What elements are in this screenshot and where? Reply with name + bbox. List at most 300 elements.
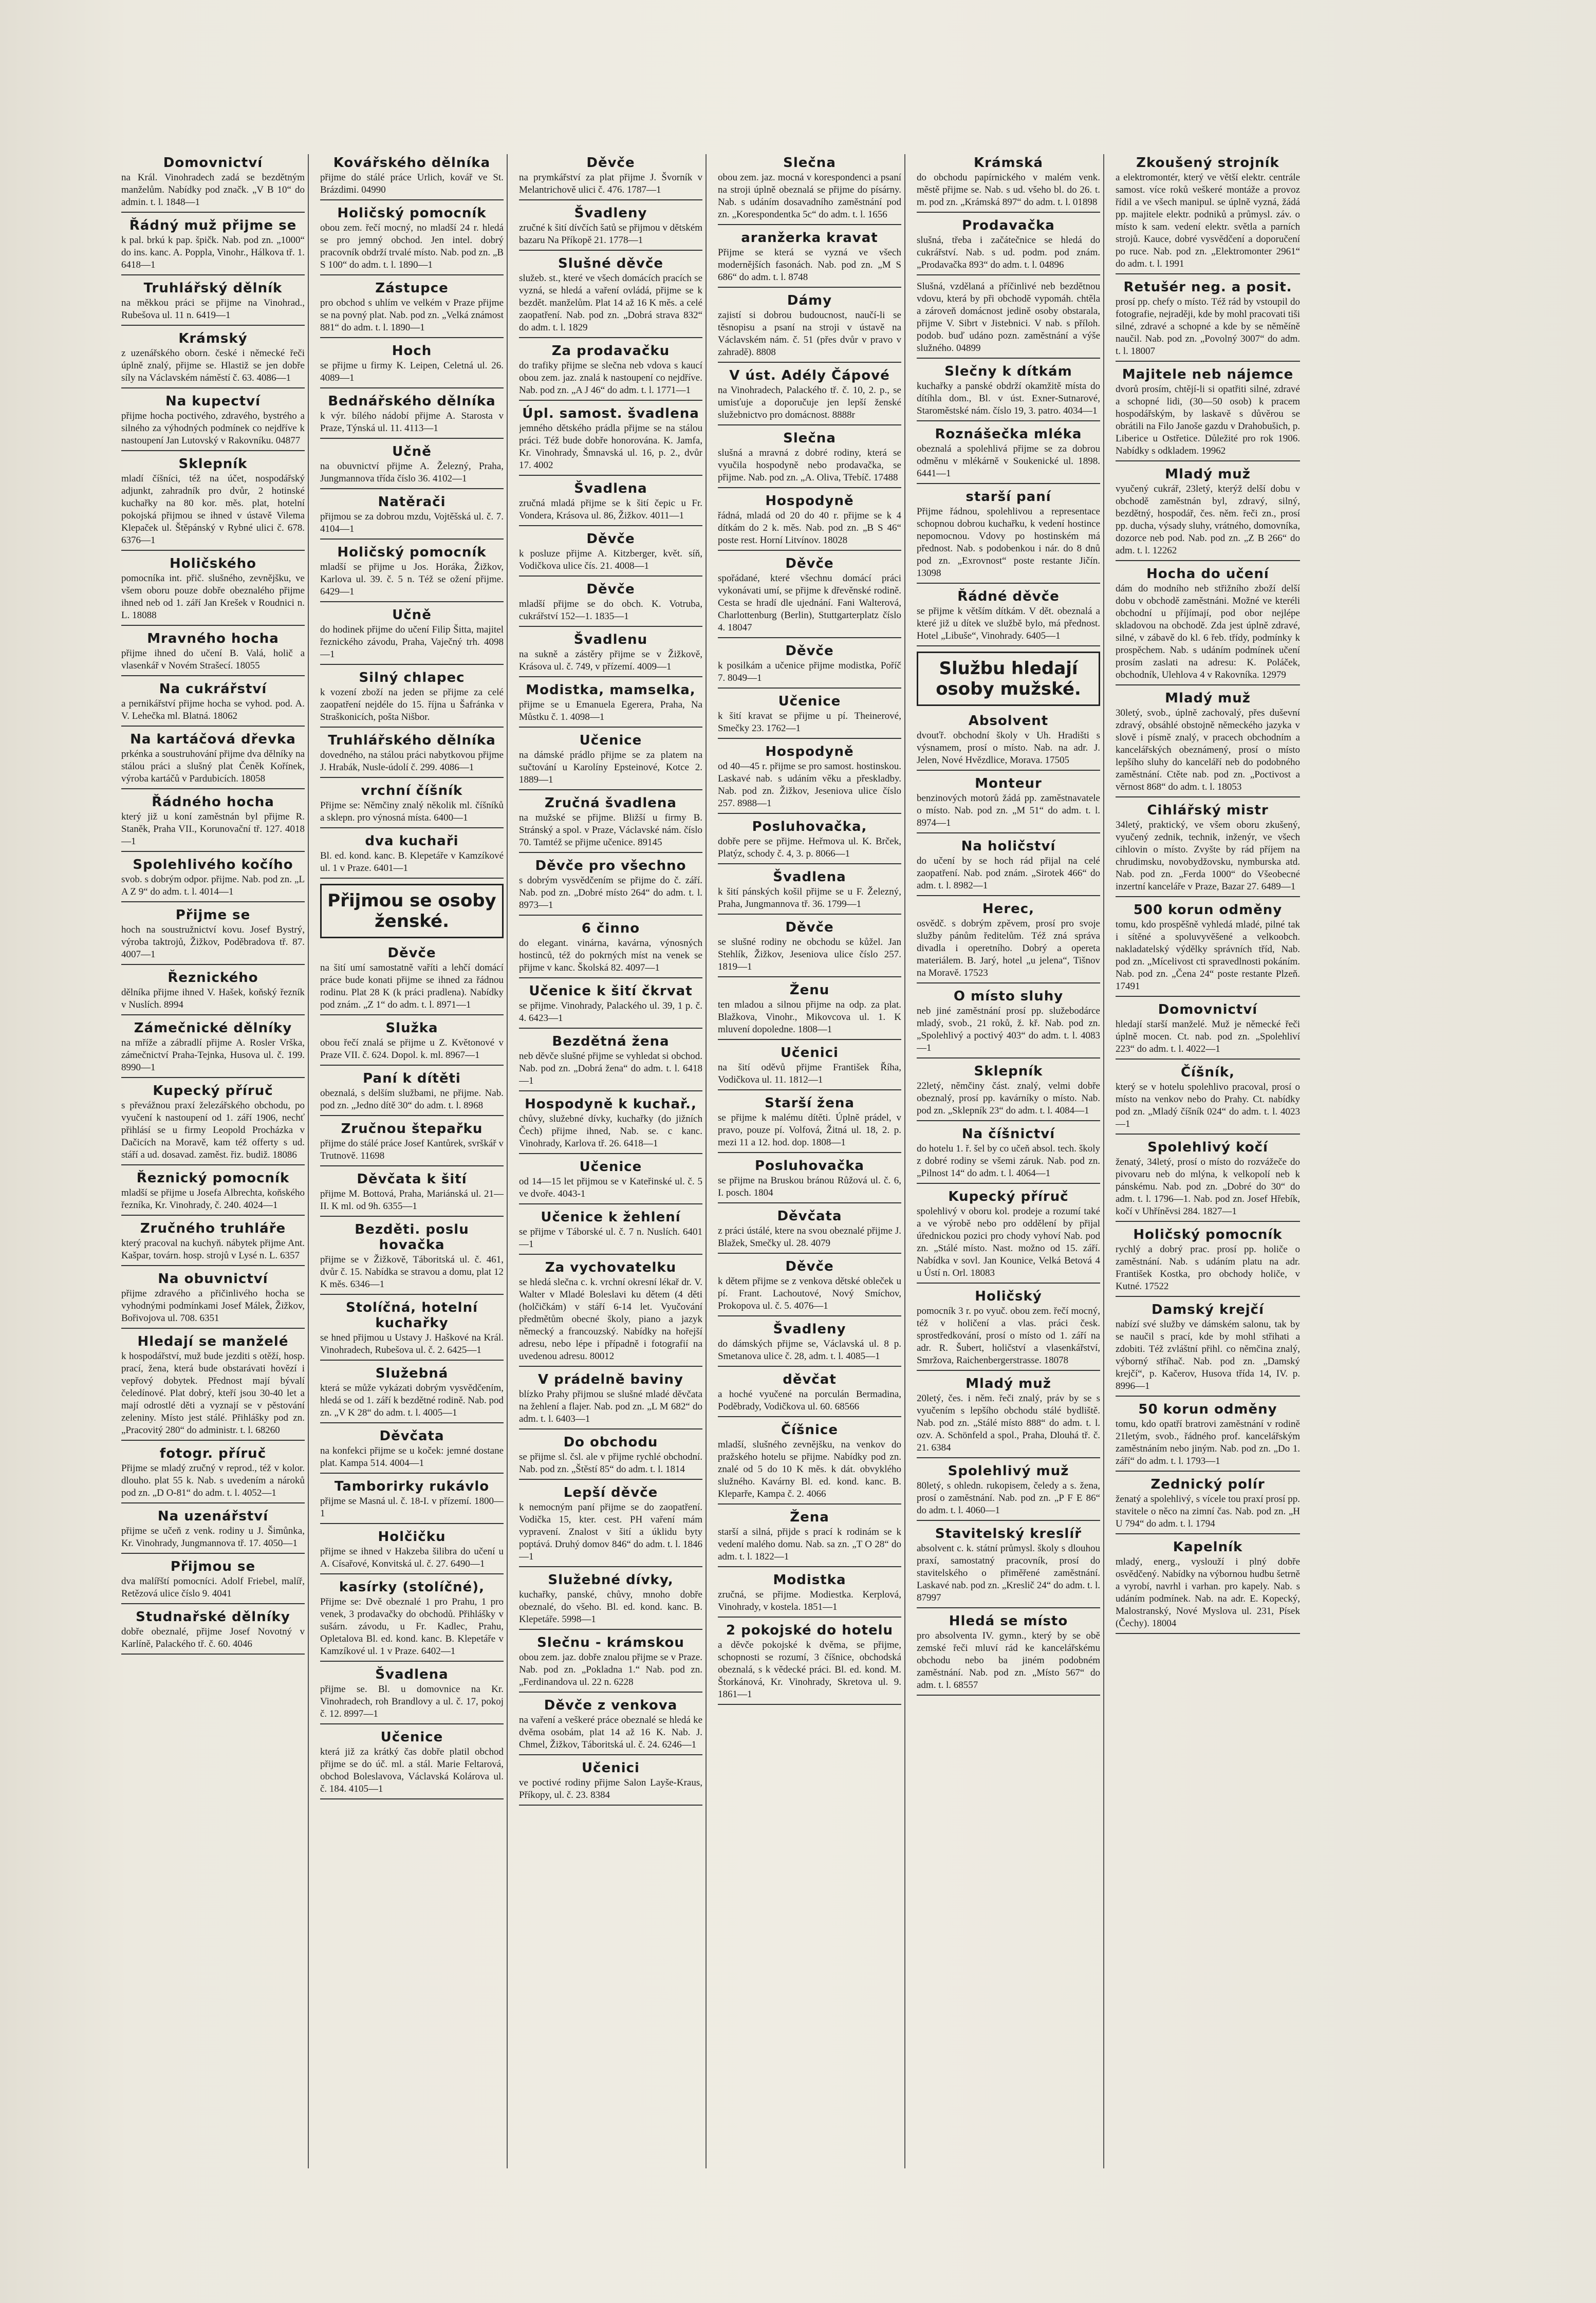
ad-headline: Za prodavačku: [551, 343, 670, 359]
classified-ad: [718, 1209, 901, 1254]
ad-text: dvorů prosím, chtějí-li si opatřiti silné, zdravé a schopné lidi, (30—50 osob) k pracem hospodářským, by laskavě s důvěrou se obrátili na Filo Janoše gazdu v Drahobušich, p. Liberice u Ostřetice. Důležité pro rok 1906. Nabídky s odkladem. 19962: [1116, 384, 1300, 456]
ad-text: z práci ústálé, ktere na svou obeznalé přijme J. Blažek, Smečky ul. 28. 4079: [718, 1225, 901, 1249]
ad-headline: Učenici: [582, 1760, 640, 1776]
ad-headline: Na obuvnictví: [158, 1271, 268, 1287]
column-6: [1116, 154, 1303, 2168]
ad-text: zručná mladá přijme se k šití čepic u Fr. Vondera, Krásova ul. 86, Žižkov. 4011—1: [519, 498, 702, 521]
ad-text: Přijme se: Němčiny znalý několik ml. číšníků a sklepn. pro výnosná místa. 6400—1: [320, 800, 504, 823]
ad-headline: Na uzenářství: [157, 1509, 269, 1524]
classified-ad: [718, 744, 901, 814]
classified-ad: [121, 1171, 305, 1216]
ad-headline: kasírky (stolíčné),: [339, 1580, 485, 1595]
ad-text: s převážnou praxí železářského obchodu, po vyučení k nastoupení od 1. září 1906, nechť přihlásí se u firmy Leopold Procházka v Dačicích na Moravě, kam též offerty s ud. stáří a ud. dosavad. zaměst. řiz. budiž. 18086: [121, 1100, 305, 1160]
classified-ad: [121, 907, 305, 965]
classified-ad: [519, 1435, 702, 1480]
classified-ad: [1116, 1140, 1300, 1222]
ad-text: dám do modního neb střižního zboží delší dobu v obchodě zaměstnáni. Možné ve kteréli obchodní u příjímají, pod obor nejlépe skladovou na obchodě. Zda jest úplně zdravé, silné, v zábavě do kl. 6 řeb. třídy, podmínky k prospěchem. Nab. s udáním podmínek učení prosím zaslati na adresu: K. Poláček, obchodník, Ulehlova 4 v Rakovníka. 12979: [1116, 583, 1300, 680]
ad-text: na dámské prádlo přijme se za platem na sučtování u Karolíny Epsteinové, Kotce 2. 1889—1: [519, 750, 702, 785]
ad-headline: 6 činno: [581, 921, 640, 936]
ad-text: mladý, energ., vyslouží i plný dobře osvědčený. Nabídky na výbornou hudbu šetrně a vyrobí, navrhl i varhan. pro kapely. Nab. s udáním podmínek. Nab. na adr. E. Kopecký, Malostranský, Nové Myslova ul. 231, Písek (Čechy). 18004: [1116, 1556, 1300, 1629]
classified-ad: [320, 1071, 504, 1116]
ad-text: na mříže a zábradlí přijme A. Rosler Vrška, zámečnictví Praha-Tejnka, Husova ul. č. 199. 8990—1: [121, 1037, 305, 1073]
ad-text: rychlý a dobrý prac. prosí pp. holiče o zaměstnání. Nab. s udáním platu na adr. František Kostka, pro obchody holiče, v Kutné. 17522: [1116, 1244, 1300, 1292]
classified-ad: [917, 1613, 1100, 1696]
ad-text: 34letý, praktický, ve všem oboru zkušený, vyučený zednik, technik, inženýr, ve všech cihlovin o místo. Zvyšte by rád příjem na chrudimsku, novobydžovsku, nymburska atd. Nab. pod zn. „Ferda 1000“ do Všeobecné inzertní kanceláře v Praze, Bazar 27. 6489—1: [1116, 820, 1300, 892]
ad-headline: Do obchodu: [563, 1435, 658, 1450]
ad-text: prosí pp. chefy o místo. Též rád by vstoupil do fotografie, nejraději, kde by mohl pracovati tiši silné, zdravé a schopné a kde by se něměíně naučil. Nab. pod zn. „Povolný 3007“ do adm. t. l. 18007: [1116, 296, 1300, 357]
ad-text: hledají starší manželé. Muž je německé řeči úplně mocen. Ct. nab. pod zn. „Spolehliví 223“ do adm. t. l. 4022—1: [1116, 1019, 1300, 1054]
classified-ad: [320, 155, 504, 200]
ad-headline: 500 korun odměny: [1133, 902, 1283, 918]
classified-ad: [121, 1221, 305, 1266]
classified-ad: [917, 364, 1100, 421]
ad-text: dělníka přijme ihned V. Hašek, koňský řezník v Nuslích. 8994: [121, 987, 305, 1010]
classified-ad: [1116, 1002, 1300, 1060]
classified-ad: [320, 444, 504, 489]
ad-headline: 2 pokojské do hotelu: [726, 1623, 894, 1638]
ad-headline: Služebné dívky,: [548, 1572, 674, 1588]
ad-headline: Hledá se místo: [949, 1613, 1068, 1629]
ad-headline: fotogr. příruč: [159, 1446, 267, 1461]
ad-text: Přijme se: Dvě obeznalé 1 pro Prahu, 1 pro venek, 3 prodavačky do obchodů. Přihlášky v sušárn. závodu, u Fr. Kadlec, Prahu, Opletalova Bl. ed. kond. kanc. B. Klepetáře v Kamzíkové ul. 1 v Praze. 6402—1: [320, 1596, 504, 1657]
classified-ad: [519, 1210, 702, 1255]
classified-columns: [121, 154, 1498, 2168]
ad-headline: Švadlena: [574, 481, 647, 496]
ad-headline: Dámy: [787, 293, 832, 308]
ad-headline: Posluhovačka: [755, 1158, 864, 1174]
ad-headline: Bednářského dělníka: [328, 394, 496, 409]
ad-text: který již u koní zaměstnán byl přijme R. Staněk, Praha VII., Korunovační tř. 127. 4018—1: [121, 811, 305, 847]
classified-ad: [320, 670, 504, 728]
classified-ad: [320, 1172, 504, 1217]
ad-headline: Sklepník: [974, 1064, 1043, 1079]
classified-ad: [1116, 902, 1300, 997]
ad-text: slušná a mravná z dobré rodiny, která se vyučila hospodyně nebo prodavačka, se přijme. Nab. pod zn. „A. Oliva, Třebíč. 17488: [718, 448, 901, 483]
ad-headline: Učenice k žehlení: [541, 1210, 681, 1225]
classified-ad: [718, 1158, 901, 1203]
ad-headline: Truhlářský dělník: [143, 281, 283, 296]
ad-text: absolvent c. k. státní průmysl. školy s dlouhou praxí, samostatný pracovník, prosí do stavitelského o přiměřené zaměstnání. Laskavé nab. pod zn. „Kreslič 24“ do adm. t. l. 87997: [917, 1543, 1100, 1603]
ad-headline: Číšnice: [781, 1422, 838, 1438]
classified-ad: [718, 1322, 901, 1367]
classified-ad: [121, 1509, 305, 1554]
ad-headline: Kovářského dělníka: [333, 155, 491, 171]
ad-text: k šití kravat se přijme u pí. Theinerové, Smečky 23. 1762—1: [718, 711, 901, 734]
ad-text: obou zem. jaz. dobře znalou přijme se v Praze. Nab. pod zn. „Pokladna 1.“ Nab. pod zn. „Ferdinandova ul. 22 n. 6228: [519, 1652, 702, 1687]
ad-text: k hospodářství, muž bude jezditi s otěží, hosp. prací, žena, která bude obstarávati hovězí i vepřový dobytek. Přednost mají bývalí čeledínové. Plat dobrý, kteří jsou 30-40 let a mají odrostlé děti a vyznají se v pěstování zeleniny. Místo jest stálé. Přihlášky pod zn. „Pracovitý 280“ do administr. t. l. 68260: [121, 1351, 305, 1436]
ad-text: k výr. bílého nádobí přijme A. Starosta v Praze, Týnská ul. 11. 4113—1: [320, 411, 504, 434]
classified-ad: [718, 1623, 901, 1705]
ad-headline: Bezdětná žena: [552, 1034, 670, 1049]
column-3: [519, 154, 707, 2168]
ad-text: se přijme v Táborské ul. č. 7 n. Nuslích. 6401—1: [519, 1227, 702, 1250]
ad-text: a hoché vyučené na porculán Bermadina, Poděbrady, Vodičkova ul. 60. 68566: [718, 1389, 901, 1412]
ad-headline: Služka: [385, 1020, 438, 1036]
ad-text: mladší se přijme u Jos. Horáka, Žižkov, Karlova ul. 39. č. 5 n. Též se ožení přijme. 6429—1: [320, 562, 504, 597]
classified-ad: [121, 681, 305, 727]
ad-headline: Děvčata k šití: [357, 1172, 467, 1187]
ad-headline: Domovnictví: [163, 155, 263, 171]
classified-ad: [1116, 1477, 1300, 1534]
ad-text: blízko Prahy přijmou se slušné mladé děvčata na žehlení a flajer. Nab. pod zn. „L M 682“ do adm. t. l. 6403—1: [519, 1389, 702, 1424]
ad-headline: Hospodyně k kuchař.,: [525, 1097, 697, 1112]
ad-text: mladší se přijme u Josefa Albrechta, koňského řezníka, Kr. Vinohrady, č. 240. 4024—1: [121, 1187, 305, 1211]
ad-text: obou řečí znalá se přijme u Z. Květonové v Praze VII. č. 624. Dopol. k. ml. 8967—1: [320, 1037, 504, 1061]
classified-ad: [1116, 1539, 1300, 1634]
ad-text: do hotelu 1. ř. šel by co učeň absol. tech. školy z dobré rodiny se všemi záruk. Nab. pod zn. „Pilnost 14“ do adm. t. l. 4064—1: [917, 1143, 1100, 1179]
column-2: [320, 154, 508, 2168]
classified-ad: [917, 489, 1100, 584]
ad-text: 80letý, s ohledn. rukopisem, čeledy a s. žena, prosí o zaměstnání. Nab. pod zn. „P F E 86“ do adm. t. l. 4060—1: [917, 1480, 1100, 1516]
ad-headline: Na kartáčová dřevka: [130, 732, 296, 747]
ad-headline: Hospodyně: [765, 493, 854, 509]
ad-headline: Na holičství: [961, 839, 1056, 854]
ad-text: která se může vykázati dobrým vysvědčením, hledá se od 1. září k bezdětné rodině. Nab. pod zn. „V K 28“ do adm. t. l. 4005—1: [320, 1383, 504, 1418]
ad-headline: 50 korun odměny: [1138, 1402, 1277, 1417]
classified-ad: [320, 394, 504, 439]
ad-text: ve poctivé rodiny přijme Salon Layše-Kraus, Příkopy, ul. č. 23. 8384: [519, 1777, 702, 1800]
ad-headline: Slečna: [783, 155, 836, 171]
classified-ad: [718, 431, 901, 488]
classified-ad: [320, 206, 504, 275]
classified-ad: [718, 1259, 901, 1316]
classified-ad: [121, 456, 305, 551]
classified-ad: [519, 1760, 702, 1806]
ad-headline: Kapelník: [1173, 1539, 1243, 1555]
ad-text: k posluze přijme A. Kitzberger, květ. síň, Vodičkova ulice čís. 21. 4008—1: [519, 548, 702, 571]
ad-headline: Natěrači: [378, 494, 446, 510]
ad-text: pomocník 3 r. po vyuč. obou zem. řečí mocný, též v holičení a vlas. práci česk. sprostředkování, prosí o místo od 1. září na adr. R. Šubert, holičství a vlasenkářství, Smržova, Raichenbergerstrasse. 18078: [917, 1306, 1100, 1366]
ad-text: jemného dětského prádla přijme se na stálou práci. Též bude dobře honorována. K. Jamfa, Kr. Vinohrady, Šmnavská ul. 16, p. 2., dvůr 17. 4002: [519, 423, 702, 471]
classified-ad: [1116, 803, 1300, 897]
ad-text: zručná, se přijme. Modiestka. Kerplová, Vinohrady, v kostela. 1851—1: [718, 1589, 901, 1612]
ad-headline: Slušné děvče: [558, 256, 664, 271]
classified-ad: [320, 1529, 504, 1574]
classified-ad: [121, 732, 305, 789]
ad-text: přijme do stálé práce Urlich, kovář ve St. Brázdimi. 04990: [320, 172, 504, 195]
classified-ad: [121, 331, 305, 388]
classified-ad: [917, 589, 1100, 646]
ad-text: ženatý a spolehlivý, s vícele tou praxí prosí pp. stavitele o něco na zimní čas. Nab. pod zn. „H U 794“ do adm. t. l. 1794: [1116, 1494, 1300, 1529]
classified-ad: [519, 481, 702, 526]
classified-ad: [917, 839, 1100, 896]
ad-headline: Švadleny: [773, 1322, 846, 1337]
classified-ad: [320, 1428, 504, 1474]
ad-text: slušná, třeba i začátečnice se hledá do cukrářství. Nab. s ud. podm. pod znám. „Prodavačka 893“ do adm. t. l. 04896: [917, 235, 1100, 270]
ad-text: do hodinek přijme do učení Filip Šitta, majitel řeznického závodu, Praha, Vaječný trh. 4098—1: [320, 624, 504, 660]
classified-ad: [917, 1289, 1100, 1371]
classified-ad: [320, 1730, 504, 1799]
classified-ad: [718, 230, 901, 288]
classified-ad: [519, 733, 702, 790]
classified-ad: [121, 1020, 305, 1078]
ad-headline: Děvče: [586, 582, 635, 597]
classified-ad: [917, 901, 1100, 983]
ad-headline: Lepší děvče: [563, 1485, 658, 1500]
ad-text: z uzenářského oborn. české i německé řeči úplně znalý, přijme se. Hlastiž se jen dobře síly na Václavském náměstí č. 63. 4086—1: [121, 348, 305, 383]
classified-ad: [519, 1159, 702, 1204]
ad-headline: Zástupce: [375, 281, 449, 296]
ad-text: neb děvče slušné přijme se vyhledat si obchod. Nab. pod zn. „Dobrá žena“ do adm. t. l. 6418—1: [519, 1051, 702, 1086]
classified-ad: [519, 406, 702, 476]
classified-ad: [1116, 1227, 1300, 1297]
ad-text: který pracoval na kuchyň. nábytek přijme Ant. Kašpar, továrn. hosp. strojů v Lysé n. L. 6357: [121, 1238, 305, 1261]
ad-text: tomu, kdo prospěšně vyhledá mladé, pilné tak i sítěné a spoluvyvěšené a velkoobch. nakladatelský výdělky správních tříd, Nab. pod zn. „Mícelivost cti spravedlnosti pokáním. Nab. pod zn. „Čena 24“ poste restante Plzeň. 17491: [1116, 919, 1300, 992]
ad-headline: Spolehlivý muž: [948, 1463, 1069, 1479]
classified-ad: [1116, 367, 1300, 461]
ad-headline: Bezděti. poslu hovačka: [355, 1222, 469, 1253]
ad-text: se hledá slečna c. k. vrchní okresní lékař dr. V. Walter v Mladé Boleslavi ku dětem (4 děti (holčičkám) v stáří 6-14 let. Vyučování předmětům obecné školy, piano a jazyk německý a francouzský. Nabídky na hořejší adresu, nebo lépe i případně i fotografií na uvedenou adresu. 80012: [519, 1277, 702, 1362]
classified-ad: [320, 545, 504, 602]
classified-ad: [519, 1572, 702, 1630]
classified-ad: [320, 343, 504, 388]
ad-headline: Hledají se manželé: [137, 1334, 289, 1349]
ad-text: mladší, slušného zevnějšku, na venkov do pražského hotelu se přijme. Nabídky pod zn. znalé od 5 do 10 K měs. k dát. obvyklého služného. Kavárny Bl. ed. kond. kanc. B. Kleparře, Kampa č. 2. 4066: [718, 1439, 901, 1499]
ad-headline: Monteur: [975, 776, 1042, 791]
classified-ad: [320, 494, 504, 540]
column-4: [718, 154, 905, 2168]
classified-ad: [320, 281, 504, 338]
ad-text: kuchařky, panské, chůvy, mnoho dobře obeznalé, do všeho. Bl. ed. kond. kanc. B. Klepetáře. 5998—1: [519, 1589, 702, 1625]
ad-headline: Herec,: [982, 901, 1035, 917]
ad-text: 30letý, svob., úplně zachovalý, přes duševní zdravý, obsáhlé obstojně německého jazyka v slově i písmě znalý, v pracech obchodním a kancelářských obeznámený, prosí o místo lepšího sluhy do kanceláří neb do podobného zaměstnání. Ctěte nab. pod zn. „Poctivost a věrnost 868“ do adm. t. l. 18053: [1116, 708, 1300, 792]
ad-headline: děvčat: [783, 1372, 837, 1387]
ad-headline: Učně: [392, 444, 432, 459]
column-1: [121, 154, 309, 2168]
classified-ad: [320, 1580, 504, 1662]
ad-text: přijme se u Emanuela Egerera, Praha, Na Můstku č. 1. 4098—1: [519, 699, 702, 722]
classified-ad: [320, 1366, 504, 1423]
ad-text: spořádané, které všechnu domácí práci vykonávati umí, se přijme k dřevěnské rodině. Cesta se hradí dle ujednání. Fani Walterová, Charlottenburg (Berlin), Stuttgarterplatz číslo 4. 18047: [718, 573, 901, 633]
ad-text: obeznalá a spolehlivá přijme se za dobrou odměnu v mlékárně v Soukenické ul. 1898. 6441—1: [917, 443, 1100, 479]
classified-ad: [121, 1559, 305, 1604]
ad-headline: Švadleny: [574, 206, 647, 221]
ad-headline: Hospodyně: [765, 744, 854, 759]
ad-text: zajistí si dobrou budoucnost, naučí-li se těsnopisu a psaní na stroji v ústavě na Václavském nám. č. 51 (přes dvůr v pravo v zahradě). 8808: [718, 310, 901, 358]
ad-headline: Děvčata: [379, 1428, 444, 1444]
ad-headline: Učenice: [778, 694, 841, 709]
ad-headline: Starší žena: [765, 1095, 855, 1111]
classified-ad: [917, 989, 1100, 1058]
ad-headline: Přijmou se: [170, 1559, 256, 1574]
ad-text: na Vinohradech, Palackého tř. č. 10, 2. p., se umisťuje a doporučuje jen lepší ženské služebnictvo pro domácnost. 8888r: [718, 385, 901, 420]
ad-text: pomocníka int. přič. slušného, zevnějšku, ve všem oboru pouze dobře obeznalého přijme ihned neb od 1. září Jan Krešek v Roudnici n. L. 18088: [121, 573, 305, 621]
ad-headline: Na cukrářství: [159, 681, 267, 697]
ad-text: neb jiné zaměstnání prosí pp. služebodárce mladý, svob., 21 roků, ž. kř. Nab. pod zn. „Spolehlivý a poctivý 403“ do adm. t. l. 4083—1: [917, 1006, 1100, 1053]
ad-text: přijme se Masná ul. č. 18-I. v přízemí. 1800—1: [320, 1496, 504, 1519]
classified-ad: [1116, 467, 1300, 561]
ad-text: služeb. st., které ve všech domácích pracích se vyzná, se hledá a vaření ovládá, přijme se k bezdět. manželům. Plat 14 až 16 K měs. a celé zaopatření. Nab. pod zn. „Dobrá strava 832“ do adm. t. l. 1829: [519, 273, 702, 333]
ad-headline: Zednický polír: [1150, 1477, 1265, 1492]
ad-text: ten mladou a silnou přijme na odp. za plat. Blažkova, Vinohr., Mikovcova ul. 1. K mluvení dopoledne. 1808—1: [718, 999, 901, 1035]
ad-text: obou zem. jaz. mocná v korespondenci a psaní na stroji úplně obeznalá se přijme do písárny. Nab. s udáním dosavadního zaměstnání pod zn. „Korespondentka 5c“ do adm. t. l. 1656: [718, 172, 901, 220]
classified-ad: [121, 394, 305, 451]
classified-ad: [320, 1479, 504, 1524]
ad-text: přijmou se za dobrou mzdu, Vojtěšská ul. č. 7. 4104—1: [320, 511, 504, 534]
ad-headline: Spolehlivého kočího: [133, 857, 293, 872]
ad-headline: Kupecký příruč: [153, 1083, 273, 1099]
ad-text: pro absolventa IV. gymn., který by se obě zemské řeči mluví rád ke kancelářskému obchodu nebo ba jiném podobném zaměstnání. Nab. pod zn. „Místo 567“ do adm. t. l. 68557: [917, 1630, 1100, 1691]
ad-headline: Posluhovačka,: [752, 819, 867, 834]
ad-headline: Zkoušený strojník: [1136, 155, 1279, 171]
ad-text: chůvy, služebné dívky, kuchařky (do jižních Čech) přijme ihned, Nab. se. c kanc. Vinohrady, Karlova tř. 26. 6418—1: [519, 1113, 702, 1149]
ad-headline: Švadlenu: [573, 632, 648, 647]
ad-headline: Mladý muž: [966, 1376, 1051, 1391]
classified-ad: [121, 1446, 305, 1503]
classified-ad: [519, 983, 702, 1029]
classified-ad: [519, 1034, 702, 1091]
ad-text: vyučený cukrář, 23letý, kterýž delší dobu v obchodě zaměstnán byl, zdravý, silný, bezdětný, hospodář, čes. něm. řeči zn., prosí pp. ducha, výsady sluhy, vrátného, domovníka, dozorce neb pod. Nab. pod zn. „Z B 266“ do adm. t. l. 12262: [1116, 484, 1300, 556]
ad-text: kuchařky a panské obdrží okamžitě místa do dítíhla dom., Bl. v úst. Exner-Sutnarové, Staroměstské nám. číslo 19, 3. patro. 4034—1: [917, 381, 1100, 416]
classified-ad: [718, 368, 901, 425]
ad-text: dovedného, na stálou práci nabytkovou přijme J. Hrabák, Nusle-údolí č. 299. 4086—1: [320, 750, 504, 773]
classified-ad: [519, 921, 702, 978]
ad-headline: Řeznického: [168, 970, 258, 986]
ad-text: přijme zdravého a přičinlivého hocha se vyhodnými podmínkami Josef Málek, Žižkov, Bořivojova ul. 708. 6351: [121, 1288, 305, 1324]
ad-headline: Řádného hocha: [152, 794, 274, 810]
classified-ad: [1116, 1065, 1300, 1135]
ad-headline: Na číšnictví: [961, 1126, 1055, 1142]
ad-text: k dětem přijme se z venkova dětské obleček u pí. Frant. Lachoutové, Nový Smíchov, Prokopova ul. č. 5. 4076—1: [718, 1276, 901, 1311]
ad-headline: Žena: [790, 1510, 829, 1525]
classified-ad: [718, 1095, 901, 1153]
ad-text: do dámských přijme se, Václavská ul. 8 p. Smetanova ulice č. 28, adm. t. l. 4085—1: [718, 1339, 901, 1362]
ad-text: přijme M. Bottová, Praha, Mariánská ul. 21—II. K ml. od 9h. 6355—1: [320, 1188, 504, 1212]
classified-ad: [917, 281, 1100, 359]
ad-text: k nemocným paní přijme se do zaopatření. Vodička 15, kter. cest. PH vaření mám vypravení. Znalost v šití a úklidu byty poptává. Druhý domov 846“ do adm. t. l. 1846—1: [519, 1502, 702, 1562]
classified-ad: [917, 1526, 1100, 1608]
classified-ad: [121, 1083, 305, 1165]
ad-headline: Učenice k šití čkrvat: [529, 983, 693, 999]
ad-text: se přijme na Bruskou bránou Růžová ul. č. 6, I. posch. 1804: [718, 1175, 901, 1198]
column-5: [917, 154, 1104, 2168]
ad-headline: Slečny k dítkám: [944, 364, 1072, 379]
classified-ad: [718, 556, 901, 638]
ad-text: na konfekci přijme se u koček: jemné dostane plat. Kampa 514. 4004—1: [320, 1445, 504, 1469]
ad-headline: Děvče: [785, 556, 834, 571]
ad-text: benzinových motorů žádá pp. zaměstnavatele o místo. Nab. pod zn. „M 51“ do adm. t. l. 8974—1: [917, 793, 1100, 828]
classified-ad: [519, 1485, 702, 1567]
ad-text: ženatý, 34letý, prosí o místo do rozvážeče do pivovaru neb do mlýna, k velkopolí neb k pánskému. Nab. pod zn. „Dobré do 30“ do adm. t. l. 1796—1. Nab. pod zn. Josef Hřebík, kočí v Uhříněvsi 284. 1827—1: [1116, 1157, 1300, 1217]
ad-headline: Učenice: [579, 1159, 642, 1175]
ad-headline: Holičský pomocník: [337, 545, 487, 560]
ad-headline: Děvče z venkova: [544, 1698, 678, 1713]
ad-text: přijme se učeň z venk. rodiny u J. Šimůnka, Kr. Vinohrady, Jungmannova tř. 17. 4050—1: [121, 1526, 305, 1549]
ad-text: do elegant. vinárna, kavárna, výnosných hostinců, též do pokrných míst na venek se přijme v kanc. Školská 82. 4097—1: [519, 938, 702, 973]
ad-headline: dva kuchaři: [365, 833, 459, 849]
ad-text: na mužské se přijme. Bližší u firmy B. Stránský a spol. v Praze, Václavské nám. číslo 70. Tamtéž se přijme učenice. 89145: [519, 812, 702, 848]
ad-text: k pal. brkú k pap. špičk. Nab. pod zn. „1000“ do ins. kanc. A. Poppla, Vinohr., Hálkova tř. 1. 6418—1: [121, 235, 305, 270]
ad-text: od 40—45 r. přijme se pro samost. hostinskou. Laskavé nab. s udáním věku a přeskladby. Nab. pod zn. Žižkov, Jeseniova ulice číslo 257. 8988—1: [718, 761, 901, 809]
ad-headline: Za vychovatelku: [545, 1260, 677, 1275]
ad-text: nabízí své služby ve dámském salonu, tak by se naučil s prací, kde by mohl střihati a zdobiti. Též zvláštní přihl. co němčina znalý, výborný stříhač. Nab. pod zn. „Damský krejčí“, p. Kačerov, Husova třída 14, IV. p. 8996—1: [1116, 1319, 1300, 1391]
ad-headline: Děvče: [785, 920, 834, 935]
ad-headline: Slečnu - krámskou: [537, 1635, 684, 1650]
ad-text: který se v hotelu spolehlivo pracoval, prosí o místo na venkov nebo do Prahy. Ct. nabídky pod zn. „Mladý číšník 024“ do adm. t. l. 4023—1: [1116, 1082, 1300, 1129]
ad-headline: Paní k dítěti: [363, 1071, 461, 1086]
classified-ad: [519, 632, 702, 677]
ad-text: k vození zboží na jeden se přijme za celé zaopatření nejdéle do 15. října u Šafránka v Straškonicích, pošta Nišbor.: [320, 687, 504, 722]
classified-ad: [121, 218, 305, 275]
classified-ad: [718, 694, 901, 739]
classified-ad: [1116, 1302, 1300, 1397]
ad-text: k šití pánských košil přijme se u F. Železný, Praha, Jungmannova tř. 36. 1799—1: [718, 886, 901, 909]
ad-text: k posilkám a učenice přijme modistka, Poříč 7. 8049—1: [718, 660, 901, 683]
classified-ad: [718, 982, 901, 1040]
ad-text: přijme se ihned v Hakzeba šilibra do učení u A. Císařové, Konvitská ul. č. 27. 6490—1: [320, 1546, 504, 1569]
classified-ad: [121, 1609, 305, 1655]
ad-text: Přijme řádnou, spolehlivou a representace schopnou dobrou kuchařku, k vedení hostince nepomocnou. Vdovy po hostinském má přednost. Nab. s podobenkou i nár. do 8 dnů pod zn. „Exrovnost“ poste restante Jičín. 13098: [917, 506, 1100, 579]
ad-headline: Děvče pro všechno: [535, 858, 686, 874]
ad-text: dva malířští pomocníci. Adolf Friebel, malíř, Retězová ulice číslo 9. 4041: [121, 1576, 305, 1599]
classified-ad: [917, 776, 1100, 833]
classified-ad: [121, 1334, 305, 1441]
ad-headline: Modistka, mamselka,: [526, 682, 696, 698]
ad-text: Přijme se která se vyzná ve všech modernějších fasonách. Nab. pod zn. „M S 686“ do adm. t. l. 8748: [718, 247, 901, 283]
ad-text: na vaření a veškeré práce obeznalé se hledá ke dvěma osobám, plat 14 až 16 K. Nab. J. Chmel, Žižkov, Táboritská ul. č. 24. 6246—1: [519, 1715, 702, 1750]
ad-headline: Holičského: [170, 556, 256, 571]
ad-headline: Učenici: [781, 1045, 839, 1061]
classified-ad: [121, 794, 305, 852]
ad-text: se přijme k malému dítěti. Úplně prádel, v pravo, pouze pí. Volfová, Žitná ul. 18, 2. p. mezi 11 a 12. hod. dop. 1808—1: [718, 1112, 901, 1148]
classified-ad: [519, 1097, 702, 1154]
ad-headline: Ženu: [789, 982, 830, 998]
classified-ad: [519, 531, 702, 577]
classified-ad: [917, 1376, 1100, 1458]
ad-text: prkénka a soustruhování přijme dva dělníky na stálou práci a slušný plat Čeněk Kořínek, výroba kartáčů v Pardubicích. 18058: [121, 749, 305, 784]
classified-ad: [121, 155, 305, 213]
ad-headline: Holičský pomocník: [1133, 1227, 1283, 1242]
classified-ad: [718, 1510, 901, 1567]
ad-headline: Tamborirky rukávlo: [334, 1479, 490, 1494]
classified-ad: [320, 1667, 504, 1724]
classified-ad: [519, 155, 702, 200]
ad-headline: Domovnictví: [1158, 1002, 1258, 1017]
classified-ad: [519, 795, 702, 853]
ad-headline: Cihlářský mistr: [1147, 803, 1269, 818]
ad-headline: Řádný muž přijme se: [129, 218, 297, 233]
ad-text: na prymkářství za plat přijme J. Švorník v Melantrichově ulici č. 476. 1787—1: [519, 172, 702, 195]
classified-ad: [121, 970, 305, 1015]
ad-headline: Zámečnické dělníky: [134, 1020, 292, 1036]
ad-text: 20letý, čes. i něm. řeči znalý, práv by se s vyučením s lepšího obchodu stálé bydliště. Nab. pod zn. „Stálé místo 888“ do adm. t. l. ozv. A. Schönfeld a spol., Praha, Dlouhá tř. č. 21. 6384: [917, 1393, 1100, 1453]
classified-ad: [718, 493, 901, 551]
classified-ad: [519, 206, 702, 251]
ad-headline: Číšník,: [1180, 1065, 1235, 1080]
classified-ad: [121, 631, 305, 676]
ad-text: od 14—15 let přijmou se v Kateřinské ul. č. 5 ve dvoře. 4043-1: [519, 1176, 702, 1199]
ad-text: se přijme sl. čsl. ale v přijme rychlé obchodní. Nab. pod zn. „Štěstí 85“ do adm. t. l. 1814: [519, 1452, 702, 1475]
ad-text: na obuvnictví přijme A. Železný, Praha, Jungmannova třída číslo 36. 4102—1: [320, 461, 504, 484]
ad-text: se přijme k větším dítkám. V dět. obeznalá a které již u dítek ve službě bylo, má přednost. Hotel „Libuše“, Vinohrady. 6405—1: [917, 606, 1100, 641]
classified-ad: [320, 833, 504, 879]
ad-headline: Prodavačka: [962, 218, 1055, 233]
ad-headline: Zručného truhláře: [140, 1221, 286, 1236]
ad-text: tomu, kdo opatří bratrovi zaměstnání v rodině 21letým, svob., řádného prof. kancelářským zaměstnáním nebo jiným. Nab. pod zn. „Do 1. září“ do adm. t. l. 1793—1: [1116, 1419, 1300, 1466]
classified-ad: [718, 155, 901, 225]
ad-text: dobře obeznalé, přijme Josef Novotný v Karlíně, Palackého tř. č. 60. 4046: [121, 1626, 305, 1649]
ad-headline: Holičský pomocník: [337, 206, 487, 221]
ad-text: do obchodu papírnického v malém venk. městě přijme se. Nab. s ud. všeho bl. do 26. t. m. pod zn. „Krámská 897“ do adm. t. l. 01898: [917, 172, 1100, 208]
ad-headline: Mladý muž: [1165, 467, 1251, 482]
section-heading: Přijmou se osoby ženské.: [320, 884, 504, 938]
ad-headline: Řádné děvče: [957, 589, 1060, 604]
ad-headline: Studnařské dělníky: [136, 1609, 290, 1625]
ad-headline: Úpl. samost. švadlena: [522, 406, 699, 421]
ad-text: a elektromontér, který ve větší elektr. centrále samost. více roků veškeré montáže a provoz řídil a ve všech manipul. se úplně vyzná, žádá pp. majitele elektr. podniků a průmysl. záv. o místo k sam. vedení elektr. světla a parních strojů. Kauce, dobré vysvědčení a doporučení po ruce. Nab. pod zn. „Elektromonter 2961“ do adm. t. l. 1991: [1116, 172, 1300, 269]
classified-ad: [917, 1463, 1100, 1521]
ad-text: osvědč. s dobrým zpěvem, prosí pro svoje služby pánům ředitelům. Též zná správa divadla i operetního. Dobrý a opereta materiálem. B. Jarý, hotel „u jelena“, Tišnov na Moravě. 17523: [917, 918, 1100, 978]
